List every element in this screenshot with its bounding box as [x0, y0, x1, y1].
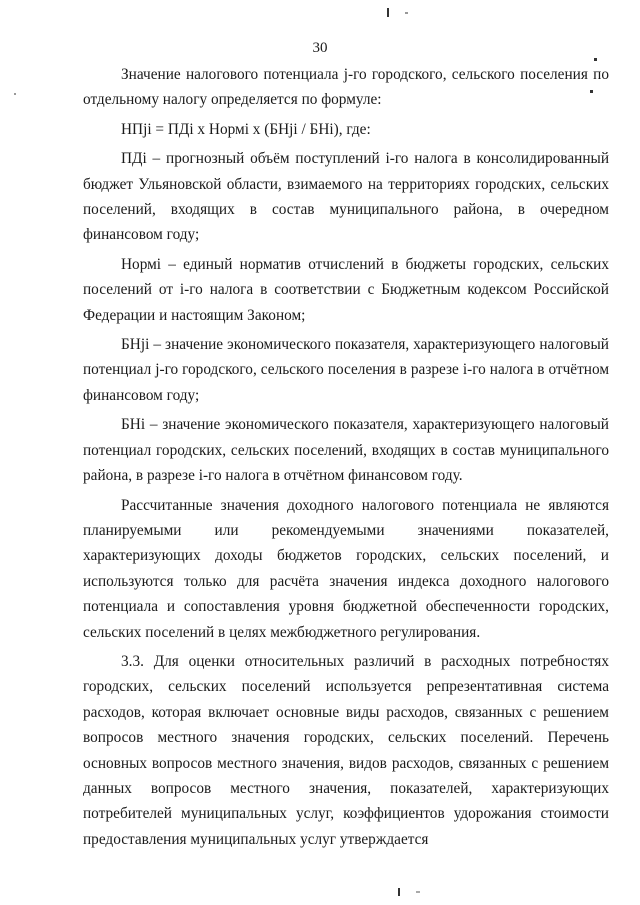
paragraph-calculated-values: Рассчитанные значения доходного налогового потенциала не являются планируемыми или рекомендуемыми значениями показателей, характеризующих доходы бюджетов городских, сельских поселений, и используются только для расчёта значения индекса доходного налогового потенциала и сопоставления уровня бюджетной обеспеченности городских, сельских поселений в целях межбюджетного регулирования.	[83, 496, 609, 641]
scan-mark-bottom	[398, 888, 400, 896]
paragraph-intro: Значение налогового потенциала j-го городского, сельского поселения по отдельному налогу определяется по формуле:	[83, 66, 609, 109]
paragraph-section-3-3: 3.3. Для оценки относительных различий в расходных потребностях городских, сельских поселений используется репрезентативная система расходов, которая включает основные виды расходов, связанных с решением вопросов местного значения городских, сельских поселений. Перечень основных вопросов местного значения, видов расходов, связанных с решением данных вопросов местного значения, показателей, характеризующих потребителей муниципальных услуг, коэффициентов удорожания стоимости предоставления муниципальных услуг утверждается	[83, 652, 609, 848]
paragraph-bnji-definition: БНji – значение экономического показателя, характеризующего налоговый потенциал j-го городского, сельского поселения в разрезе i-го налога в отчётном финансовом году;	[83, 336, 609, 404]
scan-mark-top	[387, 8, 389, 17]
paragraph-normi-definition: Нормi – единый норматив отчислений в бюджеты городских, сельских поселений от i-го налога в соответствии с Бюджетным кодексом Российской Федерации и настоящим Законом;	[83, 255, 609, 324]
scan-mark-left	[14, 93, 16, 95]
page-number: 30	[312, 40, 328, 56]
paragraph-pdi-definition: ПДi – прогнозный объём поступлений i-го налога в консолидированный бюджет Ульяновской области, взимаемого на территориях городских, сельских поселений, входящих в состав муниципального района, в очередном финансовом году;	[83, 150, 609, 244]
paragraph-formula: НПji = ПДi x Нормi x (БНji / БНi), где:	[121, 120, 371, 138]
document-body	[83, 62, 609, 852]
scan-mark-bottom-dot	[416, 891, 420, 893]
scan-mark-top-dot	[405, 12, 408, 14]
paragraph-bni-definition: БНi – значение экономического показателя, характеризующего налоговый потенциал городских, сельских поселений, входящих в состав муниципального района, в разрезе i-го налога в отчётном финансовом году.	[83, 416, 609, 485]
scan-mark-right	[594, 58, 597, 61]
